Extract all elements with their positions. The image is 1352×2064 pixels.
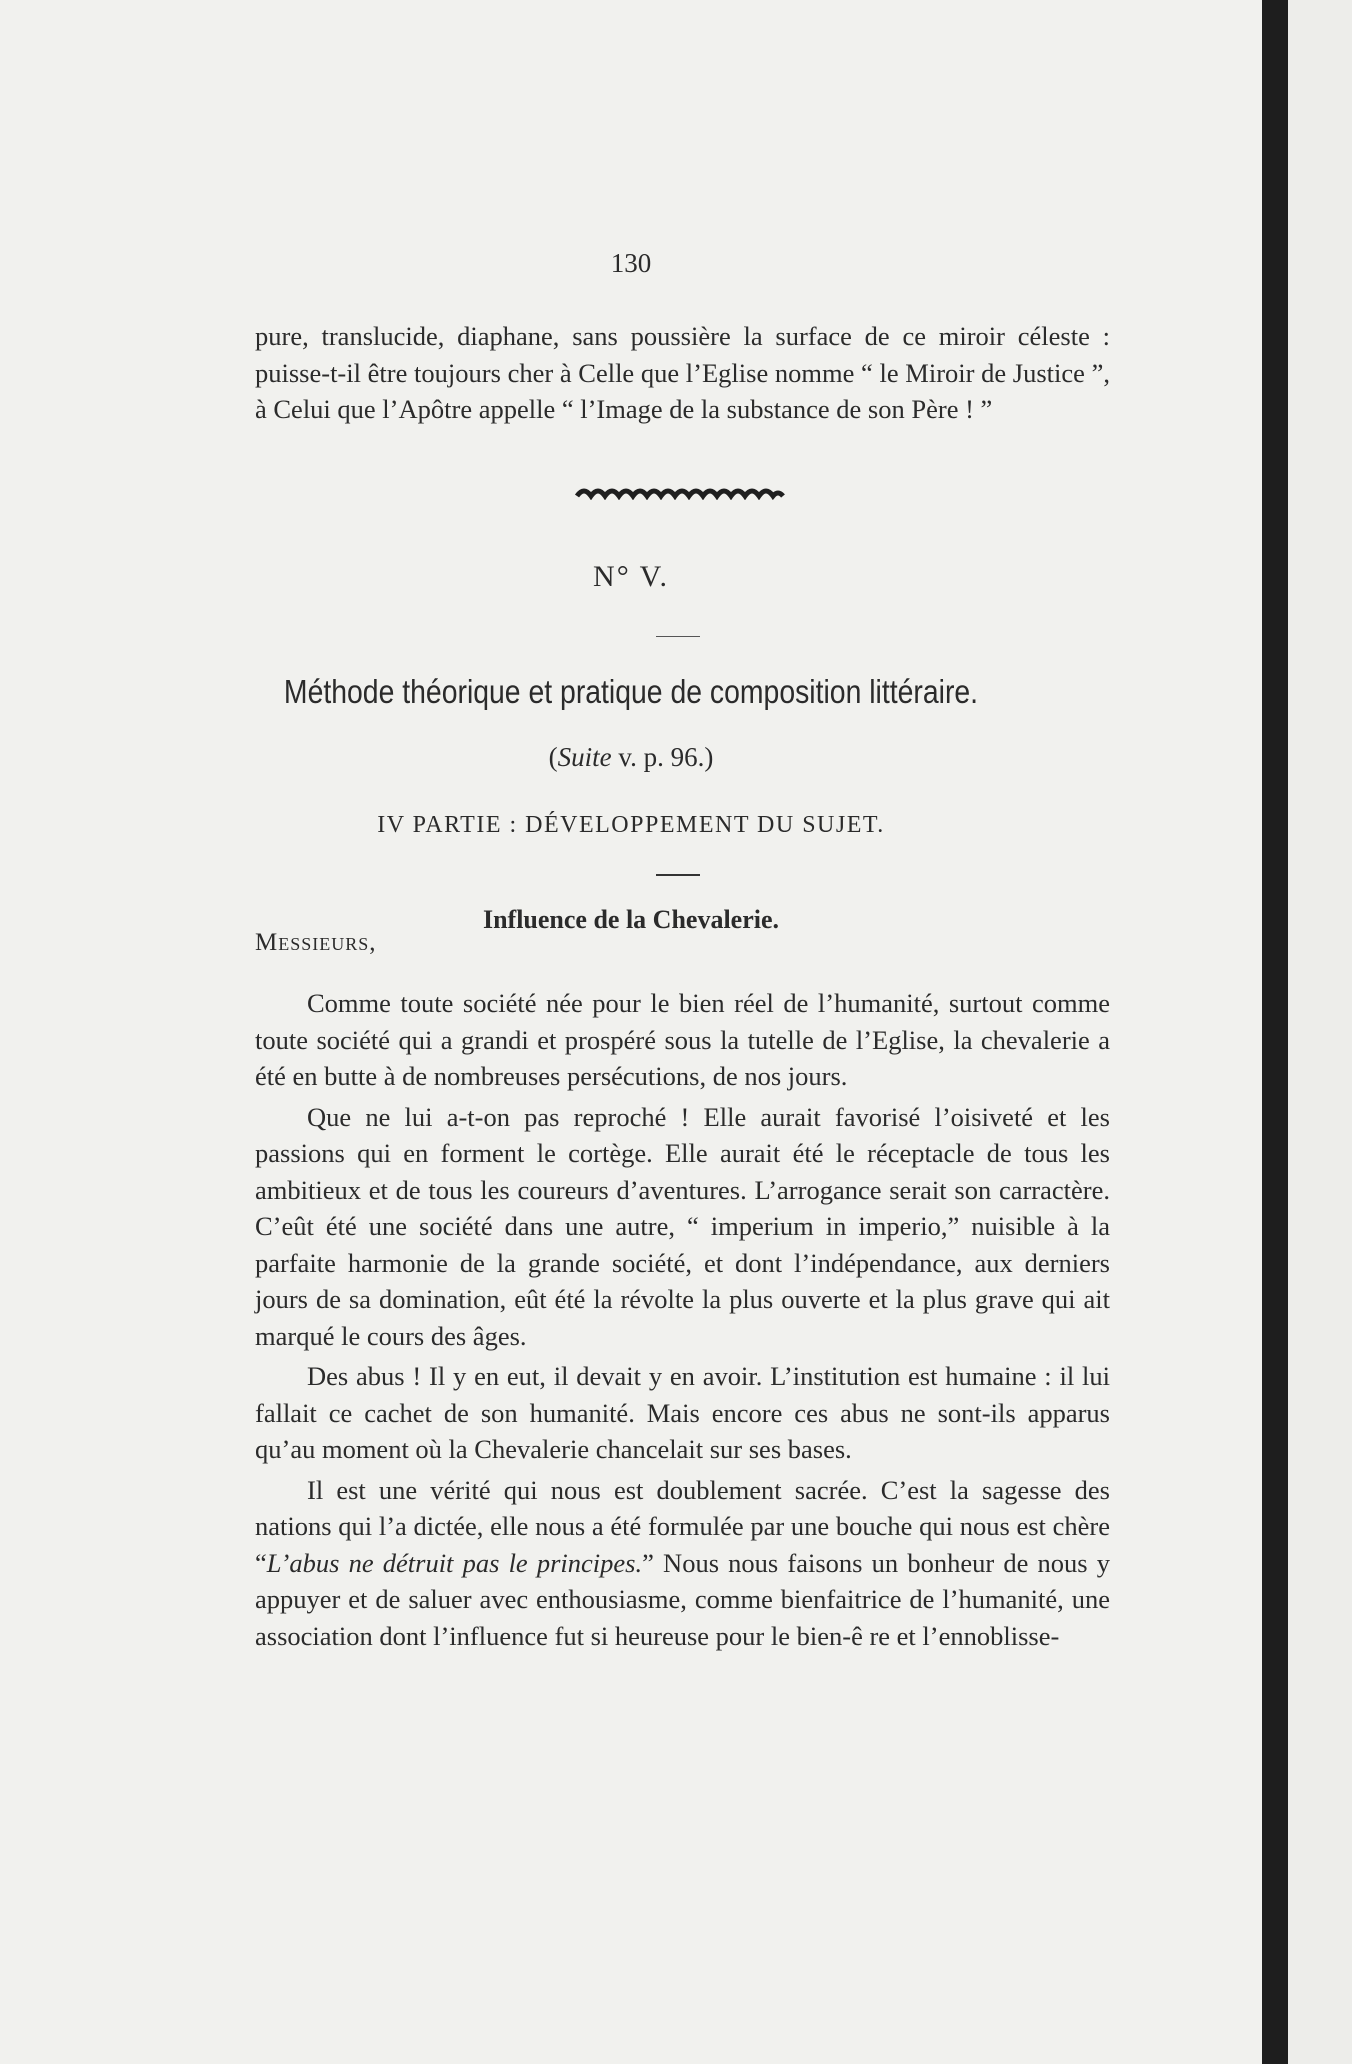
continuation-note xyxy=(0,742,1262,773)
short-divider xyxy=(656,636,700,637)
paragraph: Que ne lui a-t-on pas reproché ! Elle aurait favorisé l’oisiveté et les passions qui en forment le cortège. Elle aurait été le réceptacle de tous les ambitieux et de tous les coureurs d’aventures. L’arrogance serait son carractère. C’eût été une société dans une autre, “ imperium in imperio,” nuisible à la parfaite harmonie de la grande société, et dont l’indépendance, aux derniers jours de sa domination, eût été la révolte la plus ouverte et la plus grave qui ait marqué le cours des âges. xyxy=(255,1101,1110,1351)
italic-quote: L’abus ne détruit pas le principes. xyxy=(266,1547,643,1578)
article-title: Méthode théorique et pratique de composition littéraire. xyxy=(283,673,979,710)
paragraph-last xyxy=(255,1472,1110,1655)
paragraph-text: ” Nous nous faisons un bonheur de nous y appuyer et de saluer avec enthousiasme, comme bienfaitrice de l’humanité, une association dont l’influence fut si heureuse pour le bien-ê re et l’ennoblisse- xyxy=(255,1547,1110,1651)
opening-paragraph xyxy=(255,318,1110,428)
paragraph: Comme toute société née pour le bien réel de l’humanité, surtout comme toute société qui a grandi et prospéré sous la tutelle de l’Eglise, la chevalerie a été en butte à de nombreuses persécutions, de nos jours. xyxy=(255,988,1110,1091)
book-gutter xyxy=(1262,0,1288,2064)
part-heading: IV PARTIE : DÉVELOPPEMENT DU SUJET. xyxy=(377,812,885,838)
continuation-italic: Suite xyxy=(557,742,612,772)
paragraph: Des abus ! Il y en eut, il devait y en avoir. L’institution est humaine : il lui fallait ce cachet de son humanité. Mais encore ces abus ne sont-ils apparus qu’au moment où la Chevalerie chancelait sur ses bases. xyxy=(255,1361,1110,1464)
opening-paragraph-text: pure, translucide, diaphane, sans poussière la surface de ce miroir céleste : puisse-t-il être toujours cher à Celle que l’Eglise nomme “ le Miroir de Justice ”, à Celui que l’Apôtre appelle “ l’Image de la substance de son Père ! ” xyxy=(255,321,1110,424)
page-number: 130 xyxy=(610,248,652,278)
decorative-ornament xyxy=(575,486,785,500)
salutation: Messieurs, xyxy=(255,929,377,956)
open-paren: ( xyxy=(548,742,558,772)
close-paren: ) xyxy=(704,742,714,772)
paragraph-text: Il est une vérité qui nous est doublement sacrée. C’est la sagesse des nations qui l’a dictée, elle nous a été formulée par une bouche qui nous est chère “ xyxy=(255,1474,1110,1578)
short-divider-bold xyxy=(656,874,700,876)
subtitle: Influence de la Chevalerie. xyxy=(482,905,780,934)
body-text xyxy=(255,985,1110,1654)
adjacent-page-edge xyxy=(1288,0,1352,2064)
section-number: N° V. xyxy=(593,560,669,593)
continuation-reference: v. p. 96. xyxy=(618,742,705,772)
